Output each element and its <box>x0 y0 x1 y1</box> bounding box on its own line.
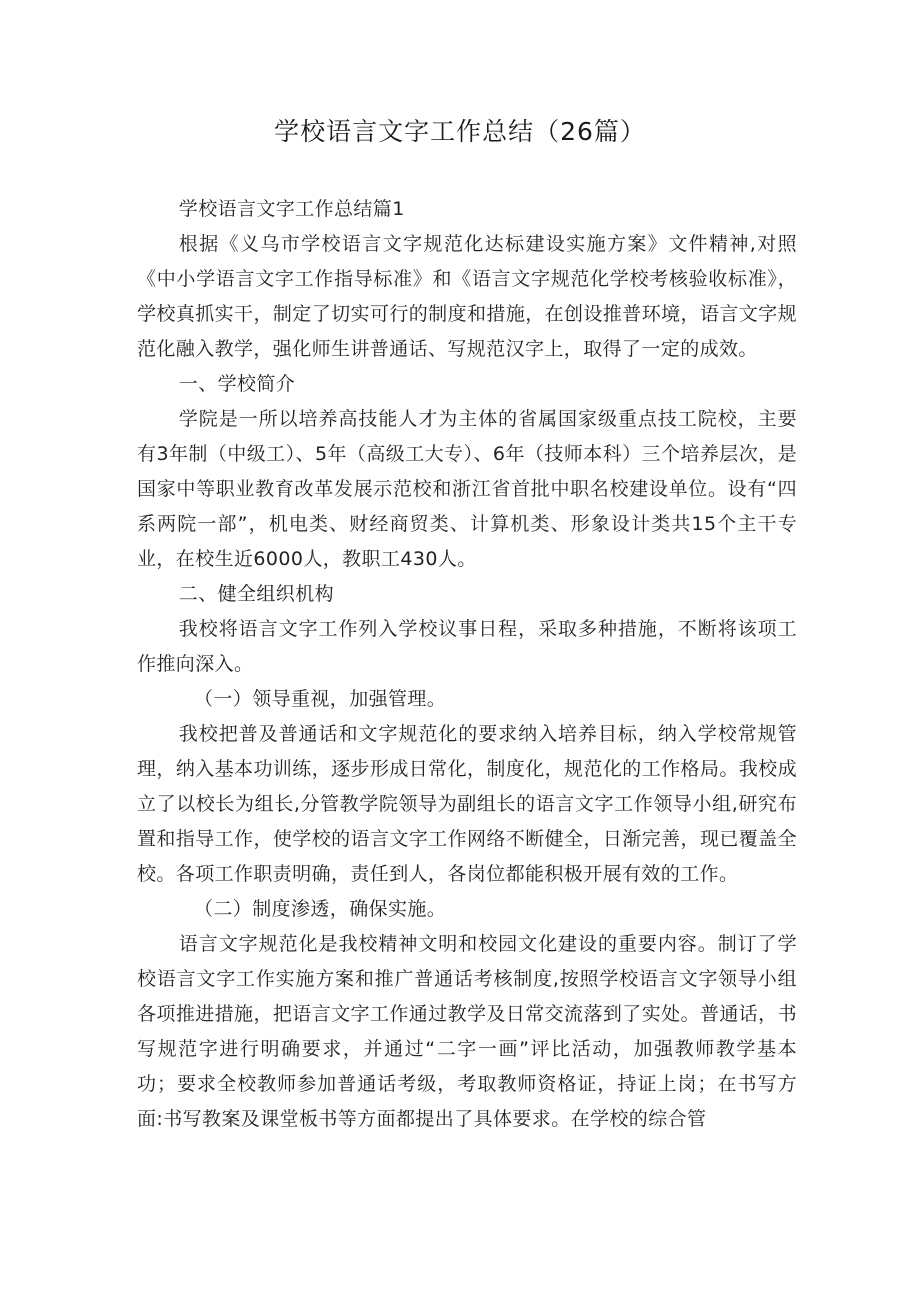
section-heading: 学校语言文字工作总结篇1 <box>178 198 405 220</box>
body-paragraph: 学院是一所以培养高技能人才为主体的省属国家级重点技工院校，主要有3年制（中级工）、5年（高级工大专）、6年（技师本科）三个培养层次，是国家中等职业教育改革发展示范校和浙江省首批中职名校建设单位。设有“四系两院一部”，机电类、财经商贸类、计算机类、形象设计类共15个主干专业，在校生近6000人，教职工430人。 <box>137 408 797 570</box>
subsection-heading: （二）制度渗透，确保实施。 <box>194 898 447 920</box>
subsection-heading: （一）领导重视，加强管理。 <box>194 688 447 710</box>
body-paragraph: 我校把普及普通话和文字规范化的要求纳入培养目标，纳入学校常规管理，纳入基本功训练，逐步形成日常化，制度化，规范化的工作格局。我校成立了以校长为组长,分管教学院领导为副组长的语言文字工作领导小组,研究布置和指导工作，使学校的语言文字工作网络不断健全，日渐完善，现已覆盖全校。各项工作职责明确，责任到人，各岗位都能积极开展有效的工作。 <box>137 723 797 885</box>
section-heading: 二、健全组织机构 <box>178 583 334 605</box>
body-paragraph: 我校将语言文字工作列入学校议事日程，采取多种措施，不断将该项工作推向深入。 <box>137 618 797 675</box>
body-paragraph: 语言文字规范化是我校精神文明和校园文化建设的重要内容。制订了学校语言文字工作实施方案和推广普通话考核制度,按照学校语言文字领导小组各项推进措施，把语言文字工作通过教学及日常交流落到了实处。普通话，书写规范字进行明确要求，并通过“二字一画”评比活动，加强教师教学基本功；要求全校教师参加普通话考级，考取教师资格证，持证上岗；在书写方面:书写教案及课堂板书等方面都提出了具体要求。在学校的综合管 <box>137 933 797 1130</box>
section-heading: 一、学校简介 <box>178 373 296 395</box>
body-paragraph: 根据《义乌市学校语言文字规范化达标建设实施方案》文件精神,对照《中小学语言文字工作指导标准》和《语言文字规范化学校考核验收标准》，学校真抓实干，制定了切实可行的制度和措施，在创设推普环境，语言文字规范化融入教学，强化师生讲普通话、写规范汉字上，取得了一定的成效。 <box>137 233 797 360</box>
document-title: 学校语言文字工作总结（26篇） <box>274 117 646 146</box>
document-body <box>137 192 797 1137</box>
